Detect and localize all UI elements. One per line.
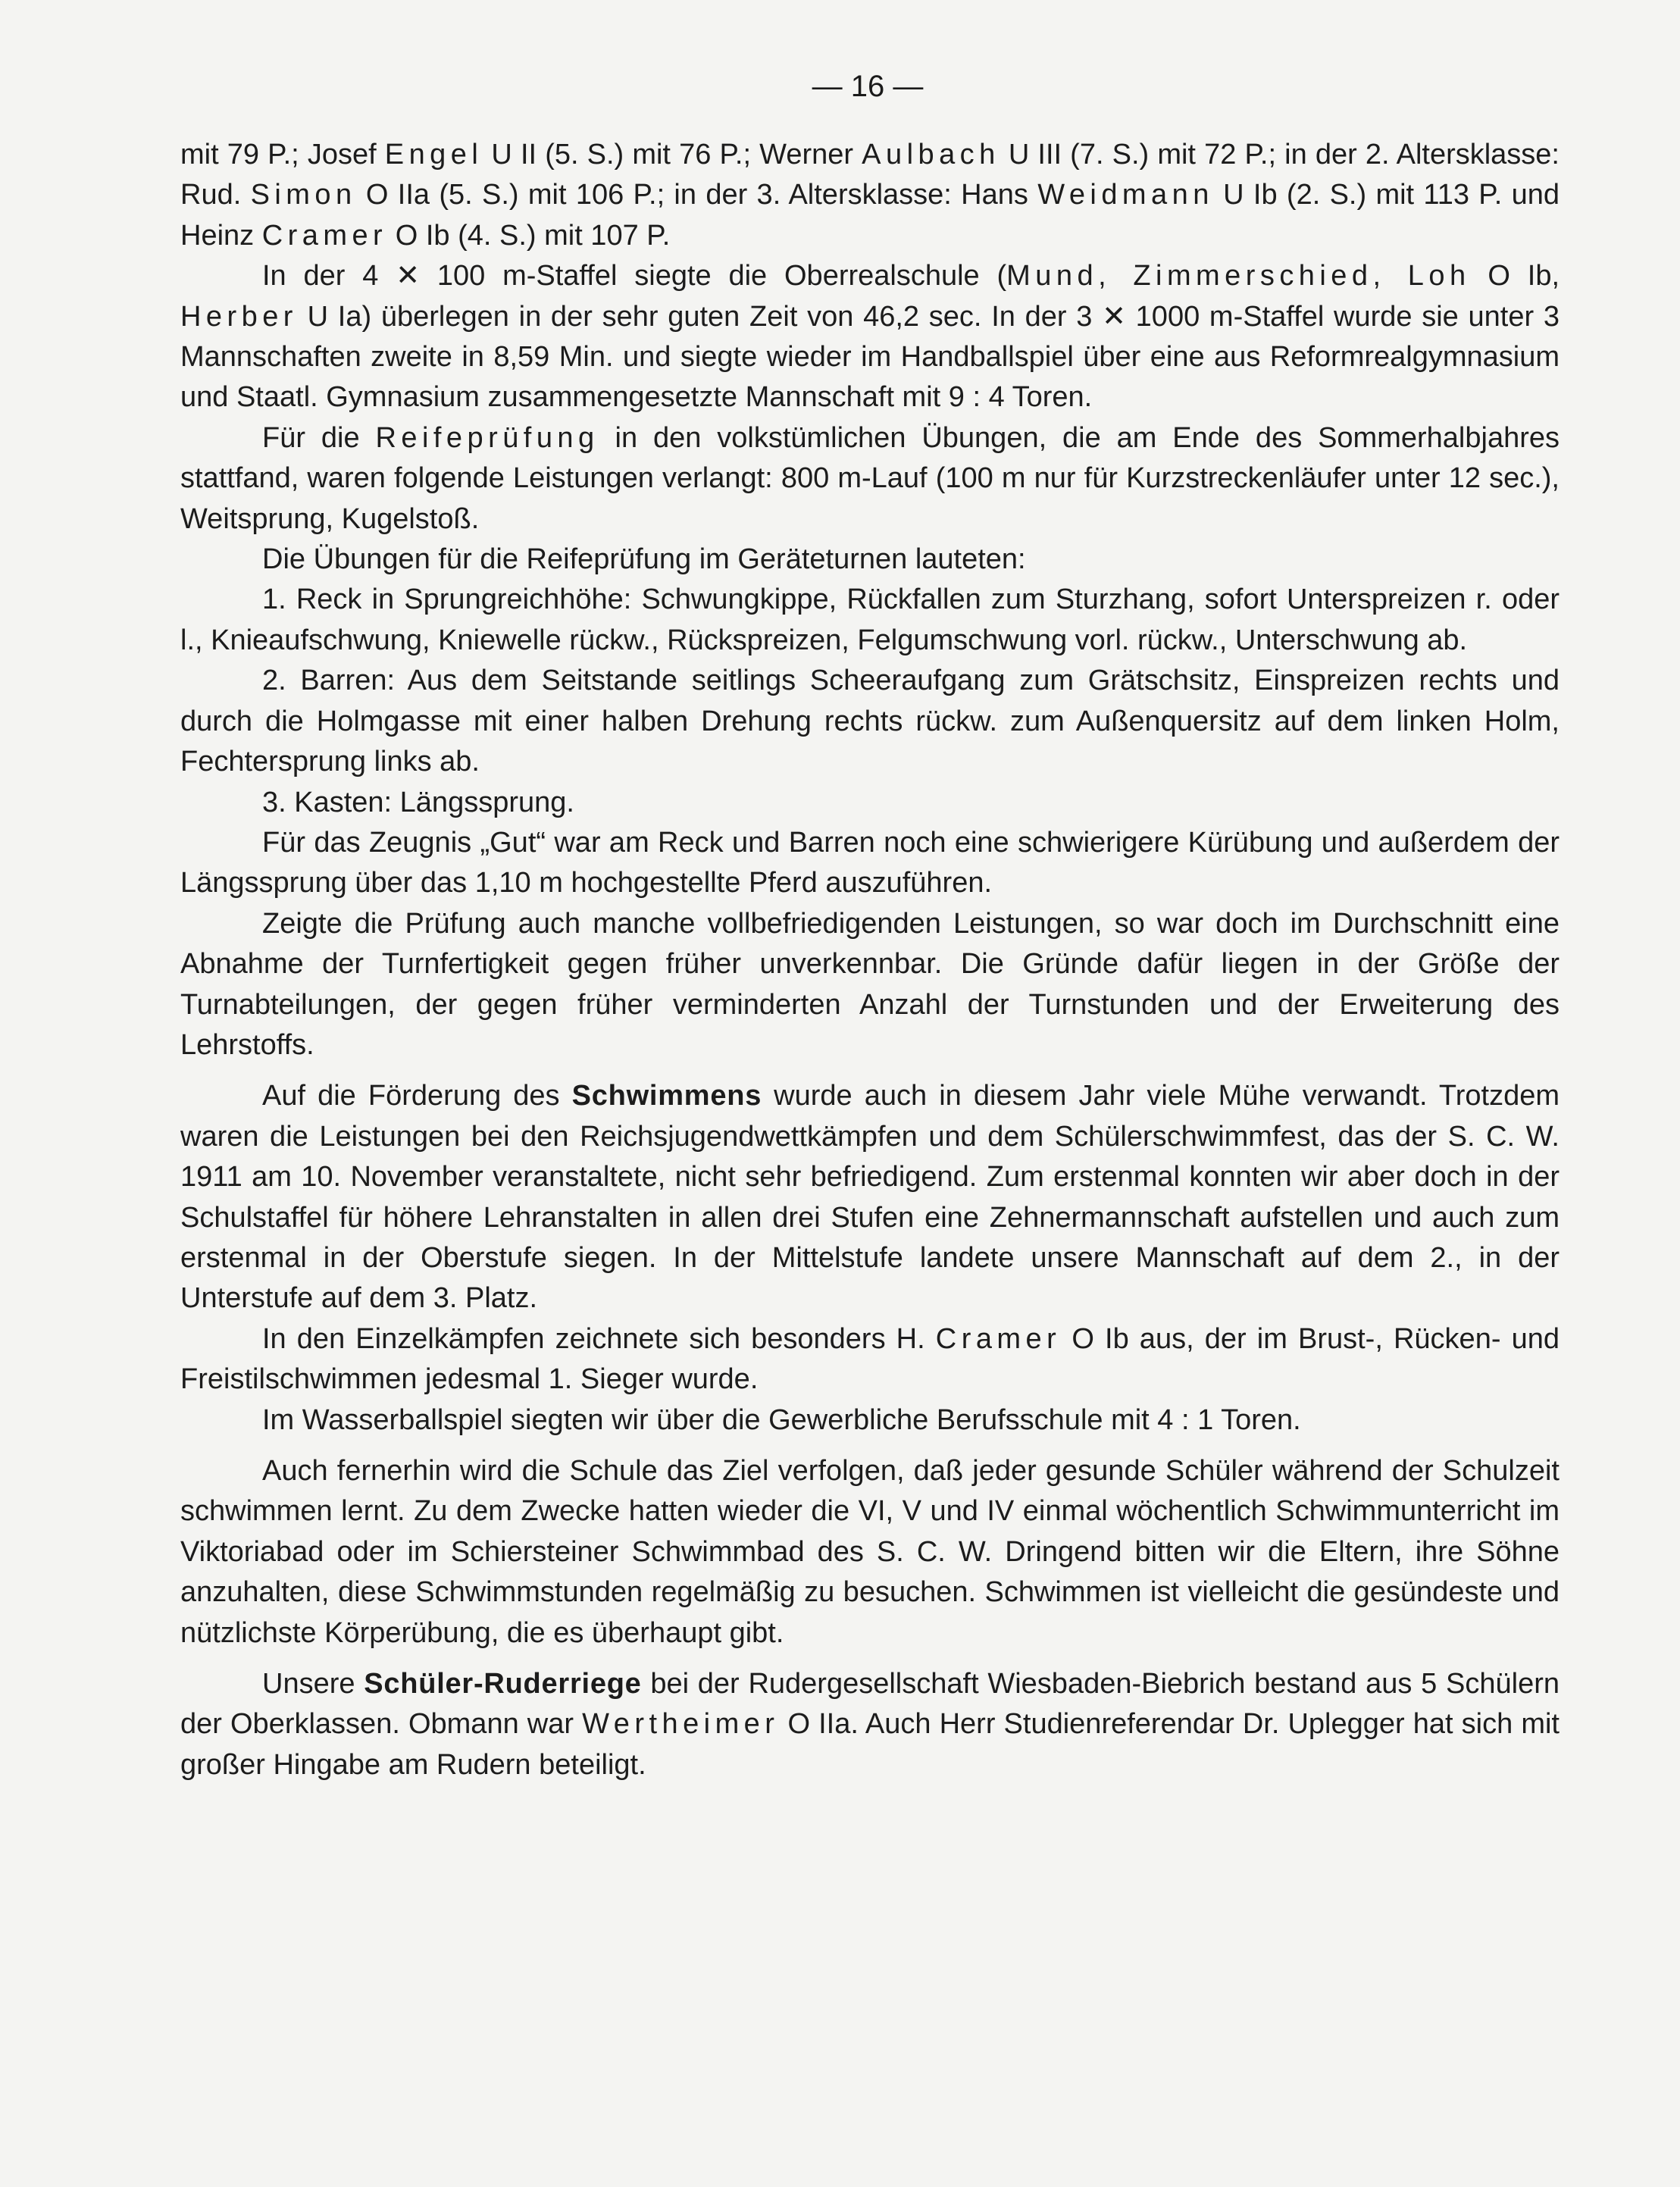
paragraph [180,540,1560,580]
spaced-name-text: Mund, Zimmerschied, Loh [1006,260,1471,293]
spaced-name-text: Weidmann [1037,179,1214,211]
paragraph-text: U II (5. S.) mit 76 P.; Werner [483,139,862,171]
paragraph-text: Auf die Förderung des [262,1080,572,1112]
paragraph-text: O Ib (4. S.) mit 107 P. [387,219,671,252]
paragraph-text: Für das Zeugnis „Gut“ war am Reck und Barren noch eine schwierigere Kürübung und außerdem der Längssprung über das 1,10 m hochgestellte Pferd auszuführen. [180,826,1560,900]
paragraph-text: In der 4 ✕ 100 m-Staffel siegte die Oberrealschule ( [262,260,1007,293]
paragraph-text: wurde auch in diesem Jahr viele Mühe verwandt. Trotzdem waren die Leistungen bei den Reichsjugendwettkämpfen und dem Schülerschwimmfest, das der S. C. W. 1911 am 10. November veranstaltete, nicht sehr befriedigend. Zum erstenmal konnten wir aber doch in der Schulstaffel für höhere Lehranstalten in allen drei Stufen eine Zehnermannschaft aufstellen und auch zum erstenmal in der Oberstufe siegen. In der Mittelstufe landete unsere Mannschaft auf dem 2., in der Unterstufe auf dem 3. Platz. [180,1080,1560,1315]
paragraph [180,823,1560,904]
paragraph-text: Für die [262,421,376,454]
paragraph-text: 3. Kasten: Längssprung. [262,786,574,818]
page-number: — 16 — [812,70,924,103]
paragraph-text: O Ib, [1470,260,1560,293]
paragraph-text: O IIa (5. S.) mit 106 P.; in der 3. Altersklasse: Hans [356,179,1038,211]
paragraph-text: Die Übungen für die Reifeprüfung im Geräteturnen lauteten: [262,543,1026,576]
paragraph [180,904,1560,1066]
bold-heading-text: Schüler-Ruderriege [364,1668,642,1700]
paragraph [180,1451,1560,1654]
paragraph [180,1400,1560,1441]
paragraph [180,1319,1560,1400]
paragraph-text: U Ib (2. S.) mit 113 P. und Heinz [180,179,1560,252]
paragraph-text: Im Wasserballspiel siegten wir über die Gewerbliche Berufsschule mit 4 : 1 Toren. [262,1403,1301,1436]
paragraph [180,1076,1560,1319]
spaced-name-text: Engel [384,139,483,171]
paragraph [180,135,1560,256]
paragraph-text: U III (7. S.) mit 72 P.; in der 2. Altersklasse: Rud. [180,139,1560,211]
bold-heading-text: Schwimmens [571,1080,762,1112]
spaced-name-text: Cramer [935,1322,1062,1355]
paragraph [180,418,1560,540]
spaced-name-text: Simon [250,179,357,211]
paragraph [180,661,1560,782]
paragraph-text: Auch fernerhin wird die Schule das Ziel verfolgen, daß jeder gesunde Schüler während der Schulzeit schwimmen lernt. Zu dem Zwecke hatten wieder die VI, V und IV einmal wöchentlich Schwimmunterricht im Viktoriabad oder im Schiersteiner Schwimmbad des S. C. W. Dringend bitten wir die Eltern, ihre Söhne anzuhalten, diese Schwimmstunden regelmäßig zu besuchen. Schwimmen ist vielleicht die gesündeste und nützlichste Körperübung, die es überhaupt gibt. [180,1455,1560,1649]
paragraph [180,256,1560,418]
spaced-name-text: Herber [180,300,298,333]
paragraph-text: 2. Barren: Aus dem Seitstande seitlings Scheeraufgang zum Grätschsitz, Einspreizen rechts und durch die Holmgasse mit einer halben Drehung rechts rückw. zum Außenquersitz auf dem linken Holm, Fechtersprung links ab. [180,665,1560,778]
paragraph-text: in den volkstümlichen Übungen, die am Ende des Sommerhalbjahres stattfand, waren folgende Leistungen verlangt: 800 m-Lauf (100 m nur für Kurzstreckenläufer unter 12 sec.), Weitsprung, Kugelstoß. [180,421,1560,535]
paragraph-text: 1. Reck in Sprungreichhöhe: Schwungkippe, Rückfallen zum Sturzhang, sofort Unterspreizen r. oder l., Knieaufschwung, Kniewelle rückw., Rückspreizen, Felgumschwung vorl. rückw., Unterschwung ab. [180,584,1560,656]
spaced-name-text: Reifeprüfung [375,421,599,454]
paragraph-text: U Ia) überlegen in der sehr guten Zeit von 46,2 sec. In der 3 ✕ 1000 m-Staffel wurde sie unter 3 Mannschaften zweite in 8,59 Min. und siegte wieder im Handballspiel über eine aus Reformrealgymnasium und Staatl. Gymnasium zusammengesetzte Mannschaft mit 9 : 4 Toren. [180,300,1560,414]
paragraph [180,580,1560,661]
paragraph-text: bei der Rudergesellschaft Wiesbaden-Biebrich bestand aus 5 Schülern der Oberklassen. Obmann war [180,1668,1560,1741]
paragraph-text: In den Einzelkämpfen zeichnete sich besonders H. [262,1322,936,1355]
paragraph-text: mit 79 P.; Josef [180,139,385,171]
spaced-name-text: Cramer [261,219,388,252]
paragraph-text: Zeigte die Prüfung auch manche vollbefriedigenden Leistungen, so war doch im Durchschnitt eine Abnahme der Turnfertigkeit gegen früher unverkennbar. Die Gründe dafür liegen in der Größe der Turnabteilungen, der gegen früher verminderten Anzahl der Turnstunden und der Erweiterung des Lehrstoffs. [180,907,1560,1061]
body-text [180,135,1560,1785]
paragraph-text: Unsere [262,1668,364,1700]
paragraph [180,783,1560,823]
paragraph-text: O IIa. Auch Herr Studienreferendar Dr. Uplegger hat sich mit großer Hingabe am Rudern beteiligt. [180,1708,1560,1781]
paragraph-text: O Ib aus, der im Brust-, Rücken- und Freistilschwimmen jedesmal 1. Sieger wurde. [180,1322,1560,1396]
spaced-name-text: Wertheimer [582,1708,780,1741]
paragraph [180,1664,1560,1785]
spaced-name-text: Aulbach [862,139,1000,171]
